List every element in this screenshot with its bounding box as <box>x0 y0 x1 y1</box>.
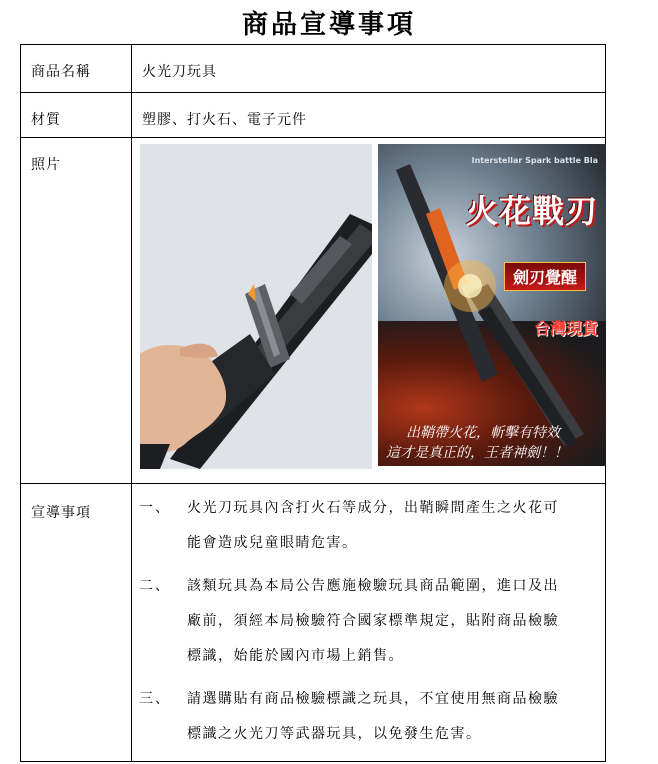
row-material <box>21 93 606 138</box>
ad-caption-2: 這才是真正的，王者神劍！！ <box>386 445 568 461</box>
label-notice: 宣導事項 <box>21 484 132 762</box>
product-table <box>20 44 606 762</box>
product-photo-ad <box>378 144 606 466</box>
label-material: 材質 <box>21 93 132 138</box>
notice-number: 三、 <box>139 691 171 707</box>
product-photo-hand <box>140 144 372 469</box>
notice-item <box>139 682 604 752</box>
row-photo <box>21 138 606 484</box>
value-material: 塑膠、打火石、電子元件 <box>132 93 606 138</box>
label-photo: 照片 <box>21 138 132 484</box>
page-title: 商品宣導事項 <box>241 10 416 40</box>
row-product-name <box>21 45 606 93</box>
ad-headline: 火花戰刃 <box>466 192 599 230</box>
notice-cell <box>132 484 606 762</box>
notice-number: 二、 <box>139 578 171 594</box>
ad-banner: 劍刃覺醒 <box>504 262 586 291</box>
toy-sword-illustration <box>140 144 372 469</box>
photo-cell <box>132 138 606 484</box>
ad-subtitle: Interstellar Spark battle Bla <box>471 156 598 165</box>
notice-list <box>133 485 604 752</box>
notice-text: 該類玩具為本局公告應施檢驗玩具商品範圍，進口及出 廠前，須經本局檢驗符合國家標準規定，貼附商品檢驗 標識，始能於國內市場上銷售。 <box>187 578 559 664</box>
ad-caption-1: 出鞘帶火花，斬擊有特效 <box>406 425 560 441</box>
notice-number: 一、 <box>139 500 171 516</box>
value-product-name: 火光刀玩具 <box>132 45 606 93</box>
notice-text: 火光刀玩具內含打火石等成分，出鞘瞬間產生之火花可 能會造成兒童眼睛危害。 <box>187 500 559 551</box>
row-notice <box>21 484 606 762</box>
notice-item <box>139 569 604 674</box>
ad-badge: 台灣現貨 <box>534 319 599 338</box>
notice-text: 請選購貼有商品檢驗標識之玩具，不宜使用無商品檢驗 標識之火光刀等武器玩具，以免發生危害。 <box>187 691 559 742</box>
label-product-name: 商品名稱 <box>21 45 132 93</box>
notice-item <box>139 491 604 561</box>
